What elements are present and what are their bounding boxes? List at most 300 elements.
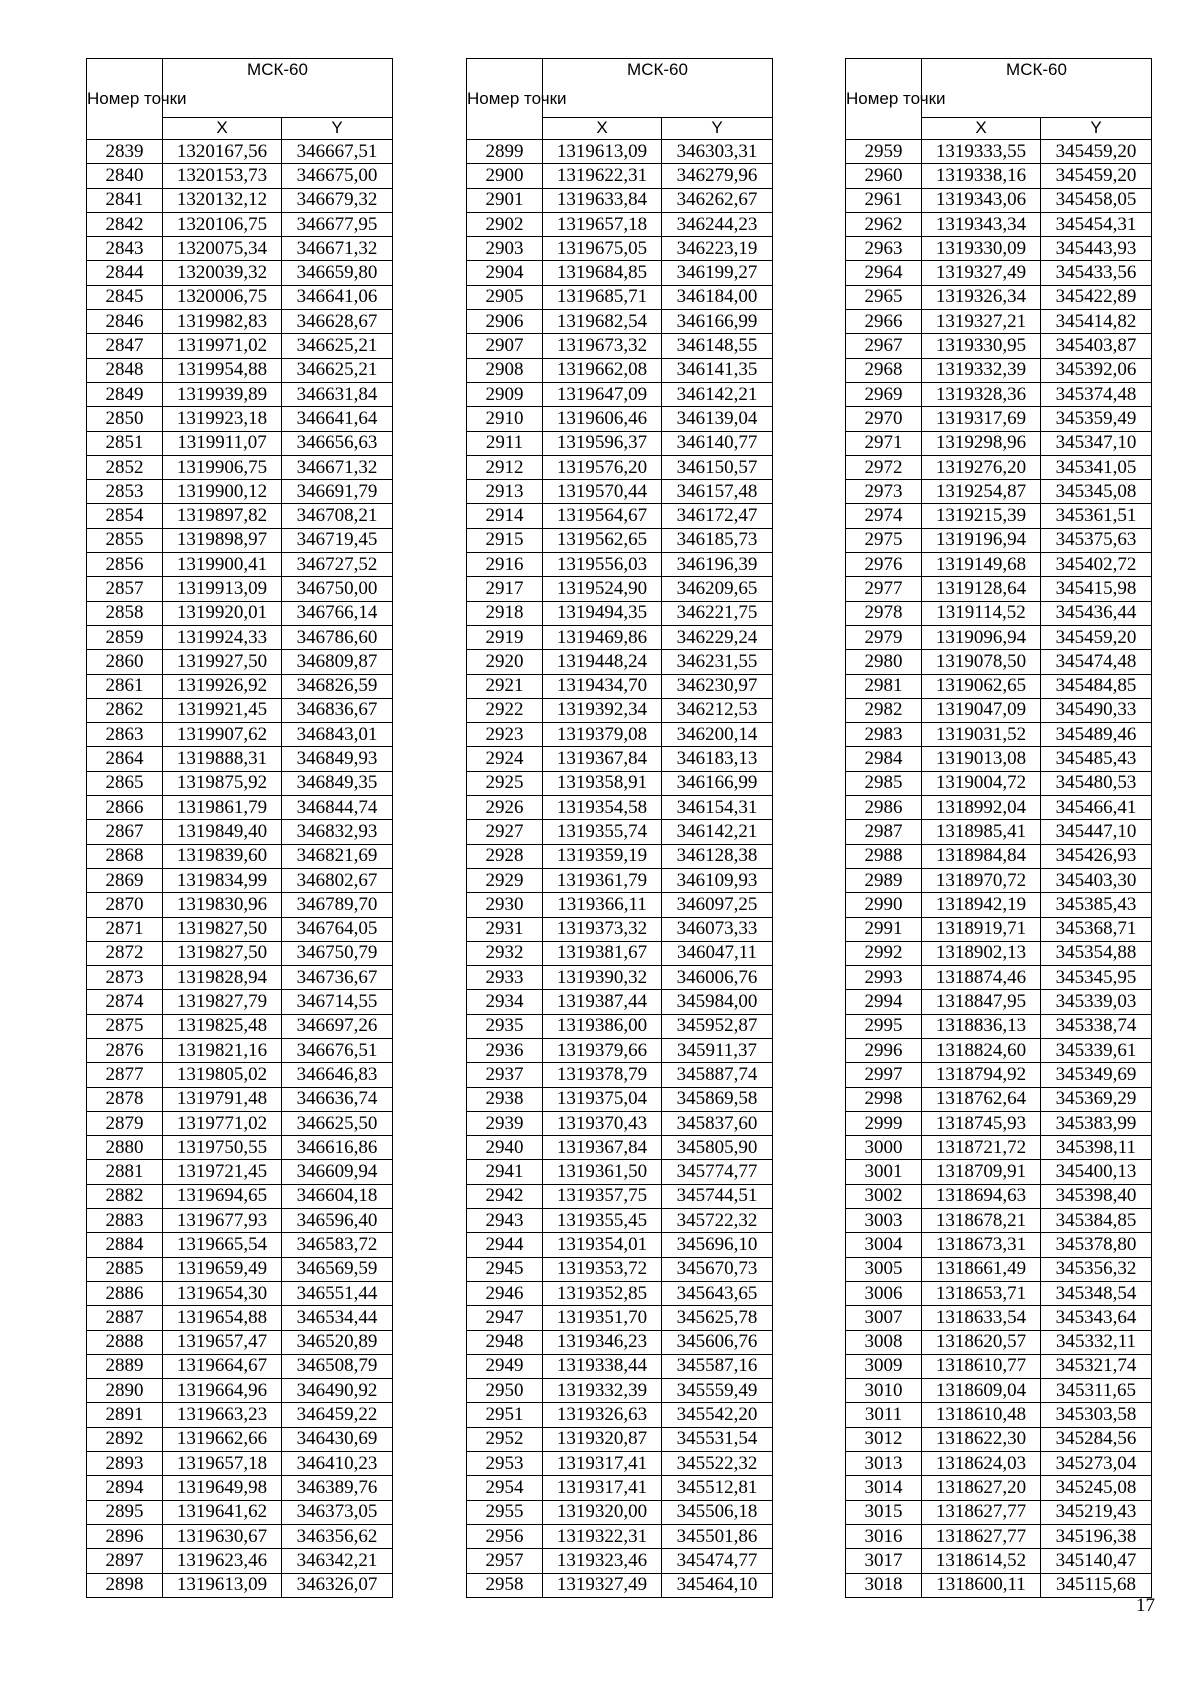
y-coordinate-cell: 346150,57 [662, 455, 773, 479]
point-number-cell: 2900 [467, 164, 543, 188]
x-header: X [922, 117, 1041, 139]
table-row [87, 1403, 393, 1427]
y-coordinate-cell: 345349,69 [1041, 1063, 1152, 1087]
point-number-cell: 2872 [87, 941, 163, 965]
table-row [467, 1014, 773, 1038]
point-number-cell: 2928 [467, 844, 543, 868]
x-coordinate-cell: 1319576,20 [543, 455, 662, 479]
table-row [846, 237, 1152, 261]
table-row [846, 455, 1152, 479]
table-row [846, 382, 1152, 406]
y-coordinate-cell: 346047,11 [662, 941, 773, 965]
table-row [87, 1330, 393, 1354]
y-coordinate-cell: 345443,93 [1041, 237, 1152, 261]
x-coordinate-cell: 1319721,45 [163, 1160, 282, 1184]
point-number-cell: 2915 [467, 528, 543, 552]
point-number-cell: 2864 [87, 747, 163, 771]
table-row [846, 553, 1152, 577]
x-coordinate-cell: 1318942,19 [922, 893, 1041, 917]
table-row [846, 431, 1152, 455]
table-row [846, 1111, 1152, 1135]
point-number-cell: 2903 [467, 237, 543, 261]
table-row [87, 334, 393, 358]
x-coordinate-cell: 1319654,88 [163, 1306, 282, 1330]
table-row [467, 212, 773, 236]
table-row [467, 868, 773, 892]
x-coordinate-cell: 1319351,70 [543, 1306, 662, 1330]
point-number-cell: 2950 [467, 1379, 543, 1403]
y-coordinate-cell: 345490,33 [1041, 698, 1152, 722]
point-number-cell: 3012 [846, 1427, 922, 1451]
point-number-cell: 2913 [467, 480, 543, 504]
x-coordinate-cell: 1318627,77 [922, 1500, 1041, 1524]
point-number-cell: 2886 [87, 1281, 163, 1305]
x-coordinate-cell: 1319326,63 [543, 1403, 662, 1427]
table-row [87, 1476, 393, 1500]
point-number-cell: 2916 [467, 553, 543, 577]
y-coordinate-cell: 345339,61 [1041, 1038, 1152, 1062]
x-coordinate-cell: 1319013,08 [922, 747, 1041, 771]
table-row [846, 917, 1152, 941]
x-coordinate-cell: 1319834,99 [163, 868, 282, 892]
table-row [87, 1306, 393, 1330]
table-row [846, 504, 1152, 528]
table-row [87, 1209, 393, 1233]
table-row [467, 480, 773, 504]
table-row [87, 1184, 393, 1208]
y-coordinate-cell: 346766,14 [282, 601, 393, 625]
table-row [846, 1500, 1152, 1524]
point-number-cell: 2858 [87, 601, 163, 625]
y-coordinate-cell: 345115,68 [1041, 1573, 1152, 1597]
y-coordinate-cell: 346832,93 [282, 820, 393, 844]
table-row [846, 990, 1152, 1014]
point-number-cell: 2857 [87, 577, 163, 601]
table-row [467, 1038, 773, 1062]
table-row [467, 261, 773, 285]
point-number-cell: 2961 [846, 188, 922, 212]
x-coordinate-cell: 1319647,09 [543, 382, 662, 406]
x-coordinate-cell: 1319613,09 [163, 1573, 282, 1597]
table-row [87, 796, 393, 820]
x-coordinate-cell: 1318673,31 [922, 1233, 1041, 1257]
point-number-cell: 2947 [467, 1306, 543, 1330]
point-number-cell: 3002 [846, 1184, 922, 1208]
y-coordinate-cell: 346676,51 [282, 1038, 393, 1062]
x-coordinate-cell: 1319898,97 [163, 528, 282, 552]
point-number-cell: 2888 [87, 1330, 163, 1354]
table-row [87, 528, 393, 552]
y-coordinate-cell: 346006,76 [662, 966, 773, 990]
point-number-cell: 2885 [87, 1257, 163, 1281]
x-coordinate-cell: 1318836,13 [922, 1014, 1041, 1038]
table-row [846, 1063, 1152, 1087]
x-coordinate-cell: 1319954,88 [163, 358, 282, 382]
point-number-cell: 2851 [87, 431, 163, 455]
x-coordinate-cell: 1319926,92 [163, 674, 282, 698]
table-row [467, 1184, 773, 1208]
y-coordinate-cell: 345303,58 [1041, 1403, 1152, 1427]
x-coordinate-cell: 1319556,03 [543, 553, 662, 577]
table-row [467, 188, 773, 212]
point-number-cell: 2897 [87, 1549, 163, 1573]
point-number-cell: 2995 [846, 1014, 922, 1038]
point-number-cell: 2964 [846, 261, 922, 285]
x-coordinate-cell: 1318661,49 [922, 1257, 1041, 1281]
y-coordinate-cell: 345643,65 [662, 1281, 773, 1305]
y-coordinate-cell: 346199,27 [662, 261, 773, 285]
y-coordinate-cell: 346569,59 [282, 1257, 393, 1281]
y-coordinate-cell: 345459,20 [1041, 164, 1152, 188]
table-row [467, 431, 773, 455]
table-row [846, 601, 1152, 625]
x-coordinate-cell: 1319830,96 [163, 893, 282, 917]
point-number-cell: 3000 [846, 1136, 922, 1160]
point-number-cell: 2944 [467, 1233, 543, 1257]
point-number-cell: 2893 [87, 1452, 163, 1476]
x-coordinate-cell: 1319682,54 [543, 310, 662, 334]
coordinates-table-3 [845, 58, 1152, 1598]
point-number-cell: 2971 [846, 431, 922, 455]
x-coordinate-cell: 1319664,67 [163, 1354, 282, 1378]
table-row [467, 820, 773, 844]
point-number-cell: 2979 [846, 625, 922, 649]
point-number-cell: 2911 [467, 431, 543, 455]
x-coordinate-cell: 1319355,74 [543, 820, 662, 844]
table-row [87, 990, 393, 1014]
y-coordinate-cell: 346736,67 [282, 966, 393, 990]
point-number-cell: 2890 [87, 1379, 163, 1403]
table-row [467, 1573, 773, 1597]
point-number-cell: 2914 [467, 504, 543, 528]
y-coordinate-cell: 346410,23 [282, 1452, 393, 1476]
x-coordinate-cell: 1318970,72 [922, 868, 1041, 892]
point-number-cell: 2930 [467, 893, 543, 917]
x-coordinate-cell: 1319805,02 [163, 1063, 282, 1087]
table-row [846, 1257, 1152, 1281]
y-coordinate-cell: 345375,63 [1041, 528, 1152, 552]
y-coordinate-cell: 345398,40 [1041, 1184, 1152, 1208]
table-row [87, 1573, 393, 1597]
table-row [467, 310, 773, 334]
point-number-cell: 2902 [467, 212, 543, 236]
table-row [467, 1209, 773, 1233]
table-row [846, 285, 1152, 309]
y-coordinate-cell: 345403,30 [1041, 868, 1152, 892]
table-row [846, 480, 1152, 504]
table-row [467, 1354, 773, 1378]
x-coordinate-cell: 1319378,79 [543, 1063, 662, 1087]
y-coordinate-cell: 345400,13 [1041, 1160, 1152, 1184]
y-coordinate-cell: 345385,43 [1041, 893, 1152, 917]
x-coordinate-cell: 1319379,08 [543, 723, 662, 747]
x-coordinate-cell: 1319320,00 [543, 1500, 662, 1524]
point-number-cell: 2940 [467, 1136, 543, 1160]
point-number-cell: 2910 [467, 407, 543, 431]
x-coordinate-cell: 1319346,23 [543, 1330, 662, 1354]
table-row [467, 164, 773, 188]
table-row [467, 1233, 773, 1257]
y-coordinate-cell: 345415,98 [1041, 577, 1152, 601]
point-number-cell: 2871 [87, 917, 163, 941]
x-coordinate-cell: 1318984,84 [922, 844, 1041, 868]
y-coordinate-cell: 345347,10 [1041, 431, 1152, 455]
table-row [467, 1476, 773, 1500]
table-row [467, 1160, 773, 1184]
point-number-cell: 2990 [846, 893, 922, 917]
table-row [846, 1209, 1152, 1233]
point-number-cell: 2955 [467, 1500, 543, 1524]
x-coordinate-cell: 1319630,67 [163, 1524, 282, 1548]
x-coordinate-cell: 1318610,77 [922, 1354, 1041, 1378]
point-number-cell: 2989 [846, 868, 922, 892]
point-number-cell: 2978 [846, 601, 922, 625]
table-row [467, 528, 773, 552]
point-number-cell: 3015 [846, 1500, 922, 1524]
y-coordinate-cell: 346641,64 [282, 407, 393, 431]
y-coordinate-cell: 346140,77 [662, 431, 773, 455]
table-row [467, 1549, 773, 1573]
y-coordinate-cell: 346430,69 [282, 1427, 393, 1451]
y-coordinate-cell: 346849,35 [282, 771, 393, 795]
x-coordinate-cell: 1319596,37 [543, 431, 662, 455]
y-coordinate-cell: 346534,44 [282, 1306, 393, 1330]
y-coordinate-cell: 345911,37 [662, 1038, 773, 1062]
y-coordinate-cell: 346843,01 [282, 723, 393, 747]
x-coordinate-cell: 1319911,07 [163, 431, 282, 455]
table-row [846, 723, 1152, 747]
x-coordinate-cell: 1319913,09 [163, 577, 282, 601]
x-coordinate-cell: 1319375,04 [543, 1087, 662, 1111]
table-row [87, 1524, 393, 1548]
table-row [846, 650, 1152, 674]
table-row [87, 1427, 393, 1451]
x-coordinate-cell: 1319379,66 [543, 1038, 662, 1062]
x-coordinate-cell: 1319434,70 [543, 674, 662, 698]
y-coordinate-cell: 346142,21 [662, 382, 773, 406]
table-row [87, 1136, 393, 1160]
x-coordinate-cell: 1319924,33 [163, 625, 282, 649]
y-coordinate-cell: 345542,20 [662, 1403, 773, 1427]
x-coordinate-cell: 1320153,73 [163, 164, 282, 188]
table-row [846, 771, 1152, 795]
y-coordinate-cell: 345378,80 [1041, 1233, 1152, 1257]
table-row [846, 1281, 1152, 1305]
point-number-cell: 2980 [846, 650, 922, 674]
y-header: Y [662, 117, 773, 139]
y-coordinate-cell: 346157,48 [662, 480, 773, 504]
y-coordinate-cell: 345343,64 [1041, 1306, 1152, 1330]
table-row [87, 382, 393, 406]
point-number-cell: 2958 [467, 1573, 543, 1597]
table-row [846, 140, 1152, 164]
table-row [87, 1500, 393, 1524]
point-number-cell: 2842 [87, 212, 163, 236]
x-coordinate-cell: 1319366,11 [543, 893, 662, 917]
y-coordinate-cell: 345374,48 [1041, 382, 1152, 406]
x-coordinate-cell: 1319663,23 [163, 1403, 282, 1427]
point-number-cell: 2924 [467, 747, 543, 771]
point-number-cell: 3017 [846, 1549, 922, 1573]
y-coordinate-cell: 345606,76 [662, 1330, 773, 1354]
y-coordinate-cell: 346196,39 [662, 553, 773, 577]
point-number-cell: 2963 [846, 237, 922, 261]
x-coordinate-cell: 1319927,50 [163, 650, 282, 674]
point-number-cell: 2994 [846, 990, 922, 1014]
y-coordinate-cell: 346604,18 [282, 1184, 393, 1208]
point-number-cell: 2974 [846, 504, 922, 528]
y-coordinate-cell: 345447,10 [1041, 820, 1152, 844]
point-number-cell: 2906 [467, 310, 543, 334]
x-coordinate-cell: 1319320,87 [543, 1427, 662, 1451]
table-row [467, 1063, 773, 1087]
table-row [87, 868, 393, 892]
y-coordinate-cell: 345339,03 [1041, 990, 1152, 1014]
y-coordinate-cell: 346844,74 [282, 796, 393, 820]
point-number-cell: 2953 [467, 1452, 543, 1476]
x-coordinate-cell: 1319923,18 [163, 407, 282, 431]
y-coordinate-cell: 346172,47 [662, 504, 773, 528]
y-coordinate-cell: 346244,23 [662, 212, 773, 236]
y-coordinate-cell: 346750,79 [282, 941, 393, 965]
table-row [467, 625, 773, 649]
x-coordinate-cell: 1318620,57 [922, 1330, 1041, 1354]
y-coordinate-cell: 346646,83 [282, 1063, 393, 1087]
y-coordinate-cell: 345345,95 [1041, 966, 1152, 990]
table-body [846, 140, 1152, 1598]
point-number-cell: 3010 [846, 1379, 922, 1403]
point-number-cell: 2854 [87, 504, 163, 528]
table-row [467, 1330, 773, 1354]
table-row [846, 164, 1152, 188]
table-row [846, 1136, 1152, 1160]
table-row [87, 261, 393, 285]
point-number-cell: 2948 [467, 1330, 543, 1354]
y-coordinate-cell: 346128,38 [662, 844, 773, 868]
table-row [846, 820, 1152, 844]
table-row [467, 941, 773, 965]
table-row [846, 1330, 1152, 1354]
point-number-cell: 2853 [87, 480, 163, 504]
x-coordinate-cell: 1319386,00 [543, 1014, 662, 1038]
x-coordinate-cell: 1319622,31 [543, 164, 662, 188]
x-coordinate-cell: 1319684,85 [543, 261, 662, 285]
table-row [87, 1038, 393, 1062]
point-number-cell: 2850 [87, 407, 163, 431]
y-coordinate-cell: 345140,47 [1041, 1549, 1152, 1573]
point-number-cell: 2876 [87, 1038, 163, 1062]
table-row [846, 188, 1152, 212]
y-coordinate-cell: 345459,20 [1041, 140, 1152, 164]
table-row [87, 1087, 393, 1111]
table-row [87, 431, 393, 455]
table-row [87, 1354, 393, 1378]
y-coordinate-cell: 345384,85 [1041, 1209, 1152, 1233]
point-number-cell: 2967 [846, 334, 922, 358]
x-coordinate-cell: 1319355,45 [543, 1209, 662, 1233]
table-row [846, 796, 1152, 820]
table-body [467, 140, 773, 1598]
y-coordinate-cell: 346154,31 [662, 796, 773, 820]
point-number-cell: 2946 [467, 1281, 543, 1305]
y-coordinate-cell: 345368,71 [1041, 917, 1152, 941]
point-number-cell: 2960 [846, 164, 922, 188]
point-number-cell: 2869 [87, 868, 163, 892]
y-coordinate-cell: 345383,99 [1041, 1111, 1152, 1135]
x-coordinate-cell: 1319623,46 [163, 1549, 282, 1573]
x-coordinate-cell: 1319664,96 [163, 1379, 282, 1403]
point-number-cell: 2984 [846, 747, 922, 771]
point-number-cell: 2896 [87, 1524, 163, 1548]
x-coordinate-cell: 1319357,75 [543, 1184, 662, 1208]
point-number-cell: 2873 [87, 966, 163, 990]
x-coordinate-cell: 1319343,06 [922, 188, 1041, 212]
x-coordinate-cell: 1319361,79 [543, 868, 662, 892]
x-coordinate-cell: 1318600,11 [922, 1573, 1041, 1597]
y-coordinate-cell: 346631,84 [282, 382, 393, 406]
table-row [87, 188, 393, 212]
y-coordinate-cell: 346166,99 [662, 310, 773, 334]
x-coordinate-cell: 1320132,12 [163, 188, 282, 212]
point-number-header: Номер точки [467, 59, 543, 140]
table-row [87, 698, 393, 722]
x-coordinate-cell: 1319861,79 [163, 796, 282, 820]
point-number-cell: 3011 [846, 1403, 922, 1427]
point-number-cell: 2934 [467, 990, 543, 1014]
table-row [846, 1476, 1152, 1500]
y-coordinate-cell: 345474,48 [1041, 650, 1152, 674]
y-coordinate-cell: 346303,31 [662, 140, 773, 164]
table-row [846, 1038, 1152, 1062]
point-number-cell: 2968 [846, 358, 922, 382]
y-coordinate-cell: 345512,81 [662, 1476, 773, 1500]
x-coordinate-cell: 1318653,71 [922, 1281, 1041, 1305]
table-row [467, 285, 773, 309]
y-coordinate-cell: 346609,94 [282, 1160, 393, 1184]
point-number-cell: 2848 [87, 358, 163, 382]
x-coordinate-cell: 1319354,58 [543, 796, 662, 820]
x-coordinate-cell: 1319390,32 [543, 966, 662, 990]
point-number-cell: 2926 [467, 796, 543, 820]
table-row [846, 1160, 1152, 1184]
table-row [467, 382, 773, 406]
y-coordinate-cell: 345245,08 [1041, 1476, 1152, 1500]
x-coordinate-cell: 1319939,89 [163, 382, 282, 406]
point-number-cell: 2904 [467, 261, 543, 285]
point-number-header: Номер точки [87, 59, 163, 140]
x-coordinate-cell: 1319900,12 [163, 480, 282, 504]
point-number-cell: 2966 [846, 310, 922, 334]
x-coordinate-cell: 1319367,84 [543, 1136, 662, 1160]
y-coordinate-cell: 345356,32 [1041, 1257, 1152, 1281]
x-coordinate-cell: 1318847,95 [922, 990, 1041, 1014]
table-row [467, 796, 773, 820]
y-coordinate-cell: 345219,43 [1041, 1500, 1152, 1524]
point-number-cell: 2880 [87, 1136, 163, 1160]
point-number-cell: 2957 [467, 1549, 543, 1573]
y-coordinate-cell: 345952,87 [662, 1014, 773, 1038]
x-coordinate-cell: 1319662,08 [543, 358, 662, 382]
table-row [467, 1281, 773, 1305]
point-number-cell: 2878 [87, 1087, 163, 1111]
table-row [467, 140, 773, 164]
x-header: X [163, 117, 282, 139]
x-coordinate-cell: 1319659,49 [163, 1257, 282, 1281]
table-row [846, 1452, 1152, 1476]
point-number-cell: 2874 [87, 990, 163, 1014]
y-coordinate-cell: 346719,45 [282, 528, 393, 552]
point-number-cell: 2889 [87, 1354, 163, 1378]
